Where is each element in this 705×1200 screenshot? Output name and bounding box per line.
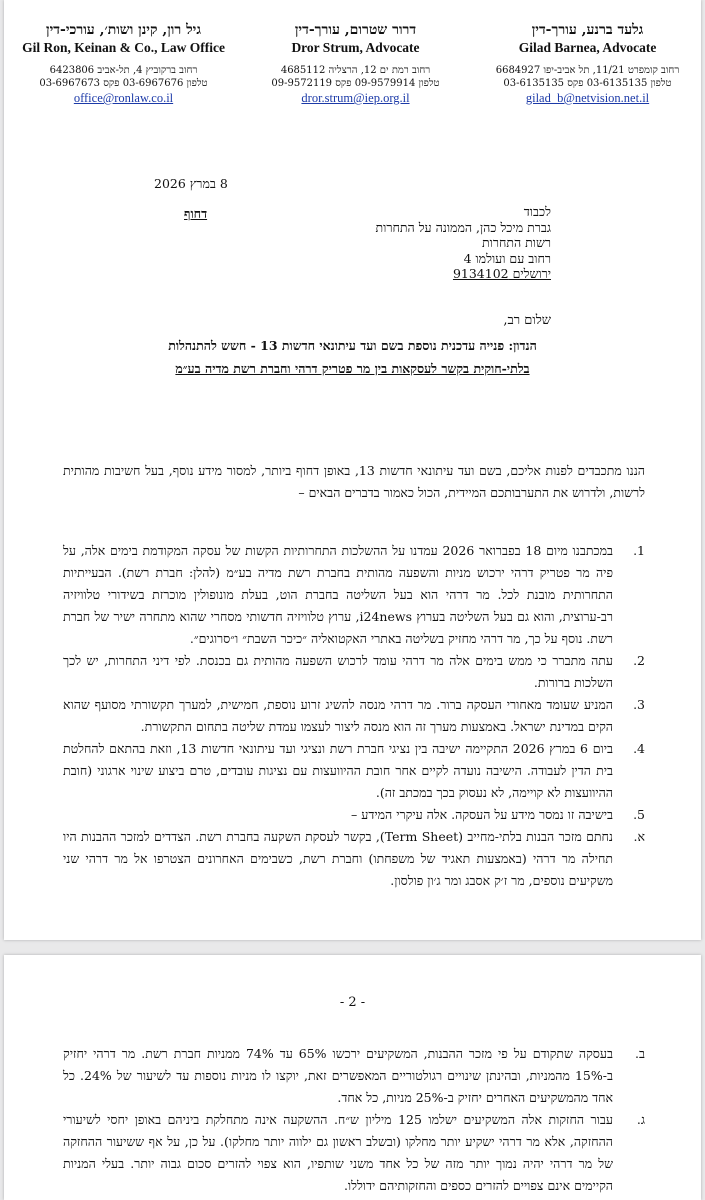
item-text: במכתבנו מיום 18 בפברואר 2026 עמדנו על ההשלכות התחרותיות הקשות של עסקה המקודמת בימים אלה, על פיה מר פטריק דרהי ירכוש מניות והשפעה מהותית בחברת רשת מדיה בע״מ (להלן: חברת רשת). הבעייתיות התחרותית מובנת לכל. מר דרהי הוא בעל השליטה בחברת הוט, בעלת מונופולין מוכרזת בשידורי טלוויזיה רב-ערוצית, והוא גם בעל השליטה בערוץ i24news, ערוץ טלוויזיה חדשותי מסחרי שהוא מתחרה ישיר של חברת רשת. נוסף על כך, מר דרהי מחזיק בשליטה באתרי האקטואליה ״כיכר השבת״ ו״סרוגים״. — [63, 543, 614, 646]
item-number: 4. — [633, 741, 645, 756]
letterhead-barnea — [480, 22, 695, 106]
item-number: ג. — [636, 1112, 645, 1127]
lawyer-phone: טלפון 03-6135135 פקס 03-6135135 — [503, 78, 672, 89]
urgent-label: דחוף — [184, 206, 208, 221]
recipient-line: רחוב עם ועולמו 4 — [463, 250, 551, 266]
document-page-2 — [4, 955, 701, 1200]
subject-line-2: בלתי-חוקית בקשר לעסקאות בין מר פטריק דרהי וחברת רשת מדיה בע״מ — [175, 361, 530, 376]
letterhead-strum — [248, 22, 463, 106]
recipient-line: גברת מיכל כהן, הממונה על התחרות — [375, 219, 551, 235]
lawyer-name-hebrew: גלעד ברנע, עורך-דין — [531, 22, 644, 38]
item-text: עבור החזקות אלה המשקיעים ישלמו 125 מיליון ש״ח. ההשקעה אינה מתחלקת ביניהם באופן יחסי לשיעורי ההחזקה, אלא מר דרהי ישקיע יותר מחלקו (ובשלב ראשון גם ילווה יותר מחלקו). על כן, על אף ששיעור ההחזקה של מר דרהי יהיה נמוך יותר מזה של כל אחד משני שותפיו, הוא צפוי להזרים סכום גבוה יותר. בעלי המניות הקיימים אינם צפויים להזרים כספים והחזקותיהם ידוללו. — [63, 1112, 613, 1193]
intro-paragraph: הננו מתכבדים לפנות אליכם, בשם ועד עיתונאי חדשות 13, באופן דחוף ביותר, למסור מידע נוסף, בעל חשיבות מהותית לרשות, ולדרוש את התערבותכם המיידית, הכול כאמור בדברים הבאים – — [63, 463, 645, 500]
item-text: נחתם מזכר הבנות בלתי-מחייב (Term Sheet), בקשר לעסקת השקעה בחברת רשת. הצדדים למזכר ההבנות היו תחילה מר דרהי (באמצעות תאגיד של משפחתו) וחברת רשת, כשבימים האחרונים הצטרפו אל מר דרהי שני משקיעים נוספים, מר ז׳ק אסבג ומר ג׳ון פולסון. — [63, 829, 613, 888]
lawyer-name-hebrew: גיל רון, קינן ושות׳, עורכי-דין — [46, 22, 201, 38]
lawyer-email-link[interactable]: office@ronlaw.co.il — [73, 91, 174, 105]
item-number: 5. — [633, 807, 645, 822]
recipient-line: לכבוד — [523, 204, 551, 219]
item-number: 3. — [633, 697, 645, 712]
greeting: שלום רב, — [503, 313, 551, 328]
list-item — [63, 1109, 645, 1197]
list-item — [63, 826, 645, 892]
item-text: עתה מתברר כי ממש בימים אלה מר דרהי עומד לרכוש השפעה מהותית גם בכנסת. לפי דיני התחרות, יש לכך השלכות ברורות. — [63, 653, 613, 690]
recipient-block — [376, 204, 551, 282]
item-number: 1. — [633, 543, 645, 558]
recipient-line: ירושלים 9134102 — [452, 266, 551, 281]
list-item — [63, 540, 645, 650]
lawyer-address: רחוב רמת ים 12, הרצליה 4685112 — [280, 65, 431, 76]
subject-heading — [4, 334, 701, 380]
lawyer-address: רחוב ברקוביץ 4, תל-אביב 6423806 — [49, 65, 198, 76]
lawyer-phone: טלפון 03-6967676 פקס 03-6967673 — [39, 78, 208, 89]
document-page-1 — [4, 0, 701, 940]
list-item — [63, 1043, 645, 1109]
lawyer-email-link[interactable]: gilad_b@netvision.net.il — [525, 91, 650, 105]
subject-line-1: הנדון: פנייה עדכנית נוספת בשם ועד עיתונאי חדשות 13 - חשש להתנהלות — [168, 338, 537, 353]
item-number: ב. — [635, 1046, 645, 1061]
item-text: בישיבה זו נמסר מידע על העסקה. אלה עיקרי המידע – — [351, 807, 613, 822]
page-number: - 2 - — [339, 995, 366, 1010]
letterhead-ron-keinan — [16, 22, 231, 106]
item-number: 2. — [633, 653, 645, 668]
lawyer-address: רחוב קומפרט 11/21, תל אביב-יפו 6684927 — [495, 65, 680, 76]
lawyer-phone: טלפון 09-9579914 פקס 09-9572119 — [271, 78, 440, 89]
list-item — [63, 804, 645, 826]
lawyer-name-english: Gil Ron, Keinan & Co., Law Office — [22, 40, 225, 55]
recipient-line: רשות התחרות — [482, 235, 551, 250]
list-item — [63, 650, 645, 694]
item-text: המניע שעומד מאחורי העסקה ברור. מר דרהי מנסה להשיג זרוע נוספת, חמישית, למערך תקשורתי מסועף שהוא הקים במדינת ישראל. באמצעות מערך זה הוא מנסה ליצור לעצמו עמדת שליטה בתחום התקשורת. — [63, 697, 613, 734]
item-text: בעסקה שתקודם על פי מזכר ההבנות, המשקיעים ירכשו 65% עד 74% ממניות חברת רשת. מר דרהי יחזיק ב-15% מהמניות, ובהינתן שינויים רגולטוריים המאפשרים זאת, יוקצו לו מניות נוספות עד לשיעור של 24%. כל אחד מהמשקיעים האחרים יחזיק ב-25% מניות, כל אחד. — [63, 1046, 613, 1105]
lawyer-name-english: Dror Strum, Advocate — [291, 40, 420, 55]
list-item — [63, 738, 645, 804]
item-number: א. — [633, 829, 645, 844]
letter-date: 8 במרץ 2026 — [154, 176, 228, 191]
lawyer-email-link[interactable]: dror.strum@iep.org.il — [301, 91, 410, 105]
item-text: ביום 6 במרץ 2026 התקיימה ישיבה בין נציגי חברת רשת ונציגי ועד עיתונאי חדשות 13, וזאת בהתאם להחלטת בית הדין לעבודה. הישיבה נועדה לקיים אחר חובת ההיוועצות עם נציגות עובדים, טרם ביצוע שינוי ארגוני (חובת ההיוועצות לא קויימה, לא נעסוק בכך במכתב זה). — [63, 741, 613, 800]
lawyer-name-hebrew: דרור שטרום, עורך-דין — [294, 22, 417, 38]
lawyer-name-english: Gilad Barnea, Advocate — [518, 40, 657, 55]
list-item — [63, 694, 645, 738]
